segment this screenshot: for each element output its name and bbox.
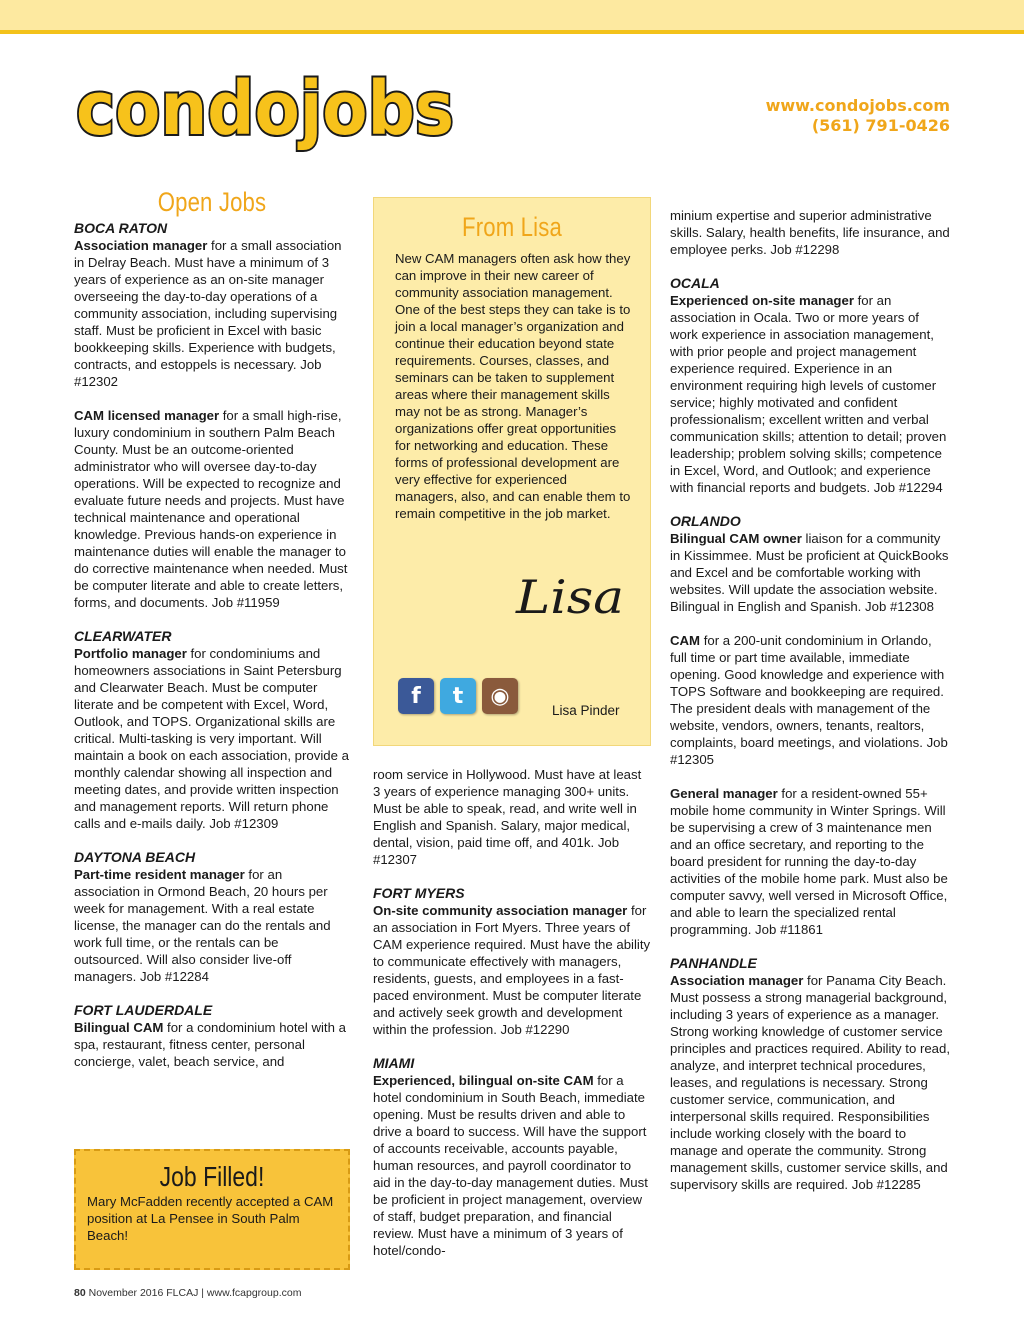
job-listing: Portfolio manager for condominiums and homeowners associations in Saint Petersburg and Clearwater Beach. Must be computer literate and be competent with Excel, Word, Outlook, and TOPS. Organizational skills are critical. Multi-tasking is very important. Will maintain a book on each association, provide a monthly calendar showing all inspection and meeting dates, and provide written inspection and management reports. Will return phone calls and e-mails daily. Job #12309 [74, 646, 349, 831]
page-number: 80 [74, 1287, 86, 1299]
city-heading: BOCA RATON [74, 220, 168, 236]
social-icons [398, 678, 518, 714]
city-heading: OCALA [670, 275, 720, 291]
footer-site-link[interactable]: www.fcapgroup.com [206, 1287, 302, 1299]
job-listing: Bilingual CAM for a condominium hotel with a spa, restaurant, fitness center, personal concierge, valet, beach service, and [74, 1020, 346, 1069]
city-heading: FORT MYERS [373, 885, 465, 901]
top-color-band [0, 0, 1024, 34]
city-heading: CLEARWATER [74, 628, 172, 644]
logo-text: condojobs [76, 66, 454, 152]
city-heading: PANHANDLE [670, 955, 757, 971]
facebook-icon[interactable]: f [398, 678, 434, 714]
twitter-icon[interactable]: t [440, 678, 476, 714]
job-listing: Association manager for a small association in Delray Beach. Must have a minimum of 3 years of experience as an on-site manager overseeing the day-to-day operations of a community association, including supervising staff. Must be proficient in Excel with basic bookkeeping skills. Experience with budgets, contracts, and estoppels is necessary. Job #12302 [74, 238, 342, 389]
column-open-jobs [74, 187, 350, 1087]
condojobs-logo [72, 62, 462, 167]
job-listing: CAM licensed manager for a small high-rise, luxury condominium in southern Palm Beach County. Must be an outcome-oriented administrator who will oversee day-to-day operations. Will be expected to recognize and evaluate future needs and projects. Must have technical maintenance and operational knowledge. Previous hands-on experience in maintenance duties will enable the manager to do corrective maintenance when needed. Must be computer literate and able to create letters, forms, and documents. Job #11959 [74, 408, 348, 610]
job-filled-box [74, 1149, 350, 1270]
website-link[interactable]: www.condojobs.com [765, 96, 950, 115]
from-lisa-box [373, 197, 651, 746]
job-listing: Experienced, bilingual on-site CAM for a hotel condominium in South Beach, immediate opening. Must be results driven and able to drive a board to success. Will have the support of accounts receivable, accounts payable, human resources, and payroll coordinator to aid in the day-to-day management duties. Must be proficient in project management, overview of staff, budget preparation, and financial review. Must have a minimum of 3 years of hotel/condo- [373, 1073, 648, 1258]
job-listing: Part-time resident manager for an association in Ormond Beach, 20 hours per week for management. With a real estate license, the manager can do the rentals and work full time, or the rentals can be outsourced. Will also consider live-off managers. Job #12284 [74, 867, 331, 984]
instagram-icon[interactable]: ◉ [482, 678, 518, 714]
job-filled-title: Job Filled! [159, 1161, 265, 1192]
from-lisa-title: From Lisa [462, 212, 562, 242]
city-heading: DAYTONA BEACH [74, 849, 196, 865]
contact-info [766, 96, 950, 136]
svg-text:Lisa: Lisa [514, 570, 624, 624]
job-listing: CAM for a 200-unit condominium in Orlando, full time or part time available, immediate opening. Good knowledge and experience with TOPS Software and bookkeeping are required. The president deals with management of the website, vendors, owners, tenants, realtors, complaints, board meetings, and violations. Job #12305 [670, 633, 948, 767]
job-listing: General manager for a resident-owned 55+ mobile home community in Winter Springs. Will be supervising a crew of 3 maintenance men and an office secretary, and reporting to the board president for running the day-to-day activities of the mobile home park. Must also be computer savvy, well versed in Microsoft Office, and able to learn the specialized rental programming. Job #11861 [670, 786, 948, 937]
job-listing-continued: minium expertise and superior administrative skills. Salary, health benefits, life insurance, and employee perks. Job #12298 [670, 208, 950, 257]
city-heading: MIAMI [373, 1055, 415, 1071]
open-jobs-title: Open Jobs [157, 187, 267, 217]
page-footer [74, 1287, 301, 1299]
footer-separator: | [201, 1287, 204, 1299]
column-right [670, 207, 950, 1210]
issue-label: November 2016 FLCAJ [88, 1287, 199, 1299]
job-listing: On-site community association manager for an association in Fort Myers. Three years of CAM experience required. Must have the ability to communicate effectively with managers, residents, guests, and employees in a fast-paced environment. Must be computer literate and actively seek growth and development within the profession. Job #12290 [373, 903, 651, 1037]
from-lisa-body: New CAM managers often ask how they can improve in their new career of community association management. One of the best steps they can take is to join a local manager’s organization and continue their education beyond state requirements. Courses, classes, and seminars can be taken to supplement areas where their management skills may not be as strong. Manager’s organizations offer great opportunities for networking and education. These forms of professional development are very effective for experienced managers, also, and can enable them to remain competitive in the job market. [395, 251, 631, 521]
city-heading: ORLANDO [670, 513, 741, 529]
lisa-name: Lisa Pinder [552, 703, 620, 718]
job-listing: Association manager for Panama City Beach. Must possess a strong managerial background, including 3 years of experience as a manager. Strong working knowledge of customer service principles and practices required. Ability to read, analyze, and interpret technical procedures, leases, and regulations is necessary. Strong customer service, communication, and interpersonal skills required. Responsibilities include working closely with the board to manage and operate the community. Strong management skills, customer service skills, and supervisory skills are required. Job #12285 [670, 973, 951, 1192]
city-heading: FORT LAUDERDALE [74, 1002, 213, 1018]
phone-number: (561) 791-0426 [811, 116, 950, 135]
column-middle [373, 766, 651, 1276]
job-listing-continued: room service in Hollywood. Must have at least 3 years of experience managing 300+ units. Must be able to speak, read, and write well in English and Spanish. Salary, major medical, dental, vision, paid time off, and 401k. Job #12307 [373, 767, 642, 867]
job-filled-body: Mary McFadden recently accepted a CAM position at La Pensee in South Palm Beach! [87, 1194, 334, 1243]
job-listing: Bilingual CAM owner liaison for a community in Kissimmee. Must be proficient at QuickBooks and Excel and be comfortable working with websites. Will update the association website. Bilingual in English and Spanish. Job #12308 [670, 531, 949, 614]
job-listing: Experienced on-site manager for an association in Ocala. Two or more years of work experience in association management, with prior people and project management experience required. Experience in an environment requiring high levels of customer service; highly motivated and confident professionalism; excellent written and verbal communication skills; attention to detail; proven leadership; problem solving skills; competence in Excel, Word, and Outlook; and experience with financial reports and budgets. Job #12294 [670, 293, 947, 495]
lisa-signature [512, 563, 632, 633]
